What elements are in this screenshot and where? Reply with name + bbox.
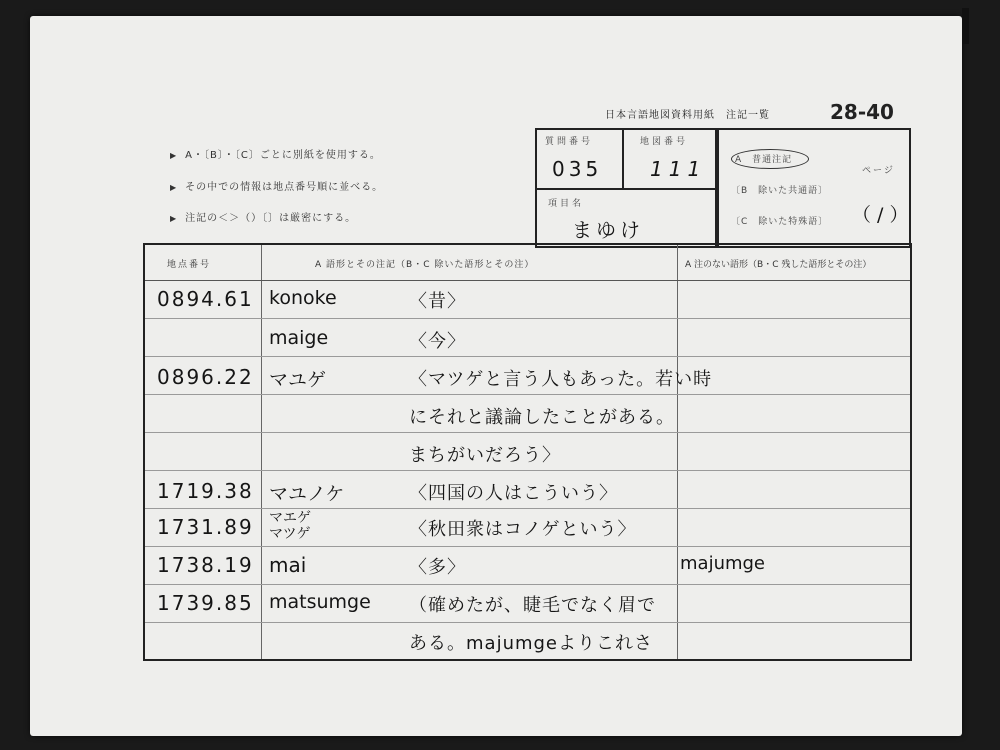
row-line (145, 318, 910, 319)
category-c: 〔C 除いた特殊語〕 (731, 217, 829, 227)
map-no-label: 地図番号 (640, 137, 689, 147)
location-number: 1738.19 (157, 553, 254, 577)
header-form-note: A 語形とその注記（B・C 除いた語形とその注） (315, 260, 535, 270)
form-title (605, 100, 894, 124)
page-value: （ / ） (852, 204, 909, 226)
item-label: 項目名 (548, 199, 585, 209)
other-form: majumge (680, 553, 766, 574)
page-label: ページ (862, 166, 895, 176)
question-no: 035 (552, 157, 603, 181)
row-line (145, 470, 910, 471)
item-name: まゆけ (572, 218, 644, 242)
form-title-text: 日本言語地図資料用紙 注記一覧 (605, 110, 770, 121)
header-no-note: A 注のない語形（B・C 残した語形とその注） (685, 260, 872, 270)
film-edge-mark (962, 8, 969, 44)
row-line (145, 432, 910, 433)
location-number: 1739.85 (157, 591, 254, 615)
word-form: マユゲ (269, 369, 327, 391)
word-note: 〈マツゲと言う人もあった。若い時 (409, 369, 713, 390)
location-number: 0896.22 (157, 365, 254, 389)
row-line (145, 394, 910, 395)
notes-table (143, 243, 912, 661)
word-form: matsumge (269, 591, 371, 613)
location-number: 1731.89 (157, 515, 254, 539)
col-divider (677, 245, 678, 659)
word-form-alt: マツゲ (269, 526, 311, 542)
word-note: ある。majumgeよりこれさ (409, 633, 654, 654)
triangle-bullet-icon: ▶ (170, 151, 178, 160)
word-note: 〈今〉 (409, 331, 466, 352)
word-note: 〈昔〉 (409, 291, 466, 312)
word-note: 〈四国の人はこういう〉 (409, 483, 618, 504)
row-line (145, 356, 910, 357)
question-no-label: 質問番号 (545, 137, 594, 147)
word-note: にそれと議論したことがある。 (409, 407, 675, 428)
form-number: 28-40 (830, 100, 894, 124)
triangle-bullet-icon: ▶ (170, 183, 178, 192)
word-note: まちがいだろう〉 (409, 445, 561, 466)
word-form: mai (269, 553, 307, 577)
row-line (145, 622, 910, 623)
header-line (145, 280, 910, 281)
category-a: A 普通注記 (735, 155, 793, 165)
word-form: マユノケ (269, 483, 345, 505)
info-divider-v (622, 128, 624, 190)
location-number: 1719.38 (157, 479, 254, 503)
map-no: 111 (650, 157, 707, 181)
instruction-3: ▶ 注記の＜＞（）〔〕は厳密にする。 (170, 213, 357, 224)
word-note: 〈秋田衆はコノゲという〉 (409, 519, 637, 540)
instruction-1: ▶ A・〔B〕・〔C〕ごとに別紙を使用する。 (170, 150, 381, 161)
word-form: konoke (269, 287, 337, 309)
word-note: （確めたが、睫毛でなく眉で (409, 595, 656, 616)
triangle-bullet-icon: ▶ (170, 214, 178, 223)
word-note: 〈多〉 (409, 557, 466, 578)
row-line (145, 546, 910, 547)
col-divider (261, 245, 262, 659)
word-form: マエゲ (269, 510, 311, 526)
info-divider (535, 188, 717, 190)
header-location: 地点番号 (167, 260, 212, 270)
category-b: 〔B 除いた共通語〕 (731, 186, 829, 196)
row-line (145, 508, 910, 509)
row-line (145, 584, 910, 585)
word-form: maige (269, 327, 329, 349)
location-number: 0894.61 (157, 287, 254, 311)
instruction-2: ▶ その中での情報は地点番号順に並べる。 (170, 182, 384, 193)
